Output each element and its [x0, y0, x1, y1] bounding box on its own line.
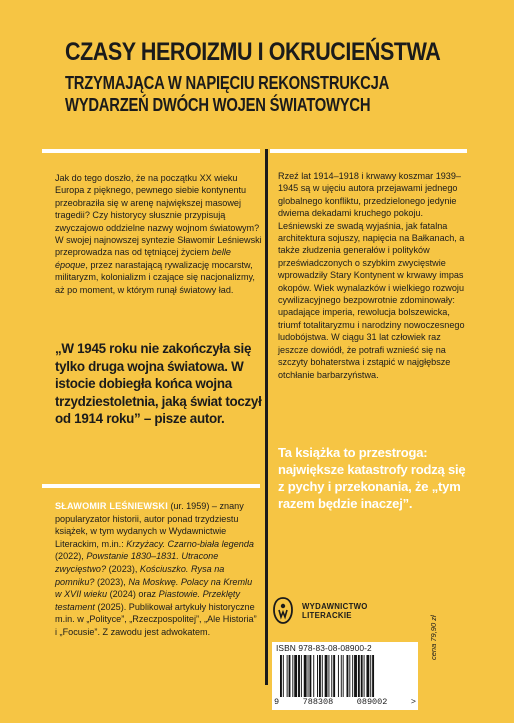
barcode-bar	[341, 655, 342, 697]
barcode-bar	[349, 655, 350, 697]
intro-text-2: , przez narastającą rywalizację mocarstw, militaryzm, kolonializm i czające się nacjonalizmy, aż po moment, w którym runął światowy ład.	[55, 259, 255, 295]
subtitle-line-2: WYDARZEŃ DWÓCH WOJEN ŚWIATOWYCH	[65, 94, 371, 115]
price-label: cena 79,90 zł	[429, 615, 438, 660]
right-column-text: Rzeź lat 1914–1918 i krwawy koszmar 1939–1945 są w ujęciu autora przejawami jednego globalnego konfliktu, przedzielonego jedynie dwiema dekadami kruchego pokoju. Leśniewski ze swadą wyjaśnia, jak fatalna architektura sojuszy, napięcia na Bałkanach, a także złudzenia generałów i polityków przeświadczonych o szybkim zwycięstwie wprowadziły Stary Kontynent w krwawy impas okopów. Wiek wynalazków i wielkiego rozwoju cywilizacyjnego bezpowrotnie zdominowały: upadające imperia, rewolucja bolszewicka, triumf totalitaryzmu i narodziny nowoczesnego ludobójstwa. W ciągu 31 lat człowiek raz jeszcze dowiódł, że potrafi wznieść się na szczyty bohaterstwa i zstąpić w najgłębsze otchłanie barbarzyństwa.	[278, 171, 465, 380]
bio-text-6: (2025). Publikował artykuły historyczne m.in. w „Polityce”, „Rzeczpospolitej”, „Ale Historia” i „Focusie”. Z zawodu jest adwokatem.	[55, 601, 257, 637]
intro-text-1: Jak do tego doszło, że na początku XX wieku Europa z pięknego, pewnego siebie kontynentu przeobraziła się w arenę największej masowej tragedii? Czy historycy słusznie przypisują zwyczajowo oddzielne nazwy wojnom światowym? W swojej najnowszej syntezie Sławomir Leśniewski przeprowadza nas od tętniącej życiem	[55, 173, 262, 258]
barcode-bar	[370, 655, 371, 697]
left-column-text	[55, 172, 263, 296]
cover-subtitle	[65, 72, 389, 116]
publisher-logo-icon	[272, 597, 294, 625]
barcode-bar	[313, 655, 314, 697]
author-bio	[55, 500, 260, 639]
barcode-bar	[304, 655, 307, 697]
bio-text-4: (2023),	[94, 576, 129, 587]
barcode-bar	[352, 655, 353, 697]
bio-text-3: (2023),	[106, 563, 140, 574]
warning-text: Ta książka to przestroga: największe katastrofy rodzą się z pychy i przekonania, że „tym razem będzie inaczej”.	[278, 445, 466, 511]
barcode-digits-left: 788308	[302, 697, 334, 707]
barcode-digits	[274, 697, 416, 707]
barcode-bar	[358, 655, 360, 697]
isbn-label: ISBN 978-83-08-08900-2	[276, 643, 372, 653]
book-title-3: Kościuszko. Rysa na pomniku?	[55, 563, 225, 587]
barcode-bar	[322, 655, 323, 697]
barcode-bar	[289, 655, 291, 697]
bio-text-2: (2022),	[55, 551, 87, 562]
intro-italic: belle époque	[55, 247, 231, 270]
barcode-bar	[280, 655, 282, 697]
publisher-block	[272, 597, 368, 625]
book-title-2: Powstanie 1830–1831. Utracone zwycięstwo?	[55, 551, 219, 574]
cover-title: CZASY HEROIZMU I OKRUCIEŃSTWA	[65, 38, 441, 66]
right-rule	[270, 149, 467, 153]
column-divider	[265, 149, 268, 685]
bio-text-5: (2024) oraz	[107, 589, 159, 600]
publisher-name-line1: WYDAWNICTWO	[302, 601, 368, 611]
barcode-bar	[292, 655, 293, 697]
barcode-bar	[317, 655, 318, 697]
publisher-name	[302, 602, 368, 621]
barcode-bar	[298, 655, 300, 697]
barcode-bar	[338, 655, 339, 697]
barcode-box	[272, 642, 418, 710]
barcode-bar	[325, 655, 328, 697]
barcode-digit-suffix: >	[410, 697, 416, 707]
bio-rule	[42, 484, 260, 488]
barcode-bar	[366, 655, 369, 697]
book-title-1: Krzyżacy. Czarno-biała legenda	[126, 538, 254, 549]
barcode-bar	[301, 655, 302, 697]
barcode-bar	[343, 655, 344, 697]
barcode-bar	[361, 655, 363, 697]
barcode-digits-right: 089002	[356, 697, 388, 707]
barcode-bar	[372, 655, 374, 697]
barcode-bar	[319, 655, 321, 697]
barcode-bar	[308, 655, 309, 697]
barcode-bar	[294, 655, 297, 697]
barcode-bar	[364, 655, 365, 697]
barcode-digit-prefix: 9	[274, 697, 280, 707]
barcode-bar	[354, 655, 357, 697]
barcode-bar	[328, 655, 329, 697]
barcode-bar	[287, 655, 288, 697]
barcode-bar	[347, 655, 349, 697]
left-rule	[42, 149, 260, 153]
barcode-bar	[283, 655, 284, 697]
book-title-4: Na Moskwę. Polacy na Kremlu w XVII wieku	[55, 576, 253, 600]
barcode-bar	[333, 655, 335, 697]
author-name: SŁAWOMIR LEŚNIEWSKI	[55, 501, 168, 511]
barcode-bar	[309, 655, 311, 697]
barcode-image	[280, 655, 412, 697]
book-title-5: Piastowie. Przeklęty testament	[55, 589, 240, 612]
barcode-bar	[331, 655, 332, 697]
bio-text-1: (ur. 1959) – znany popularyzator historii, autor ponad trzydziestu książek, w tym wydanych w Wydawnictwie Literackim, m.in.:	[55, 501, 244, 549]
subtitle-line-1: TRZYMAJĄCA W NAPIĘCIU REKONSTRUKCJA	[65, 72, 390, 93]
publisher-name-line2: LITERACKIE	[302, 611, 352, 620]
author-quote: „W 1945 roku nie zakończyła się tylko druga wojna światowa. W istocie dobiegła końca wojna trzydziestoletnia, jaką świat toczył od 1914 roku” – pisze autor.	[55, 341, 262, 426]
